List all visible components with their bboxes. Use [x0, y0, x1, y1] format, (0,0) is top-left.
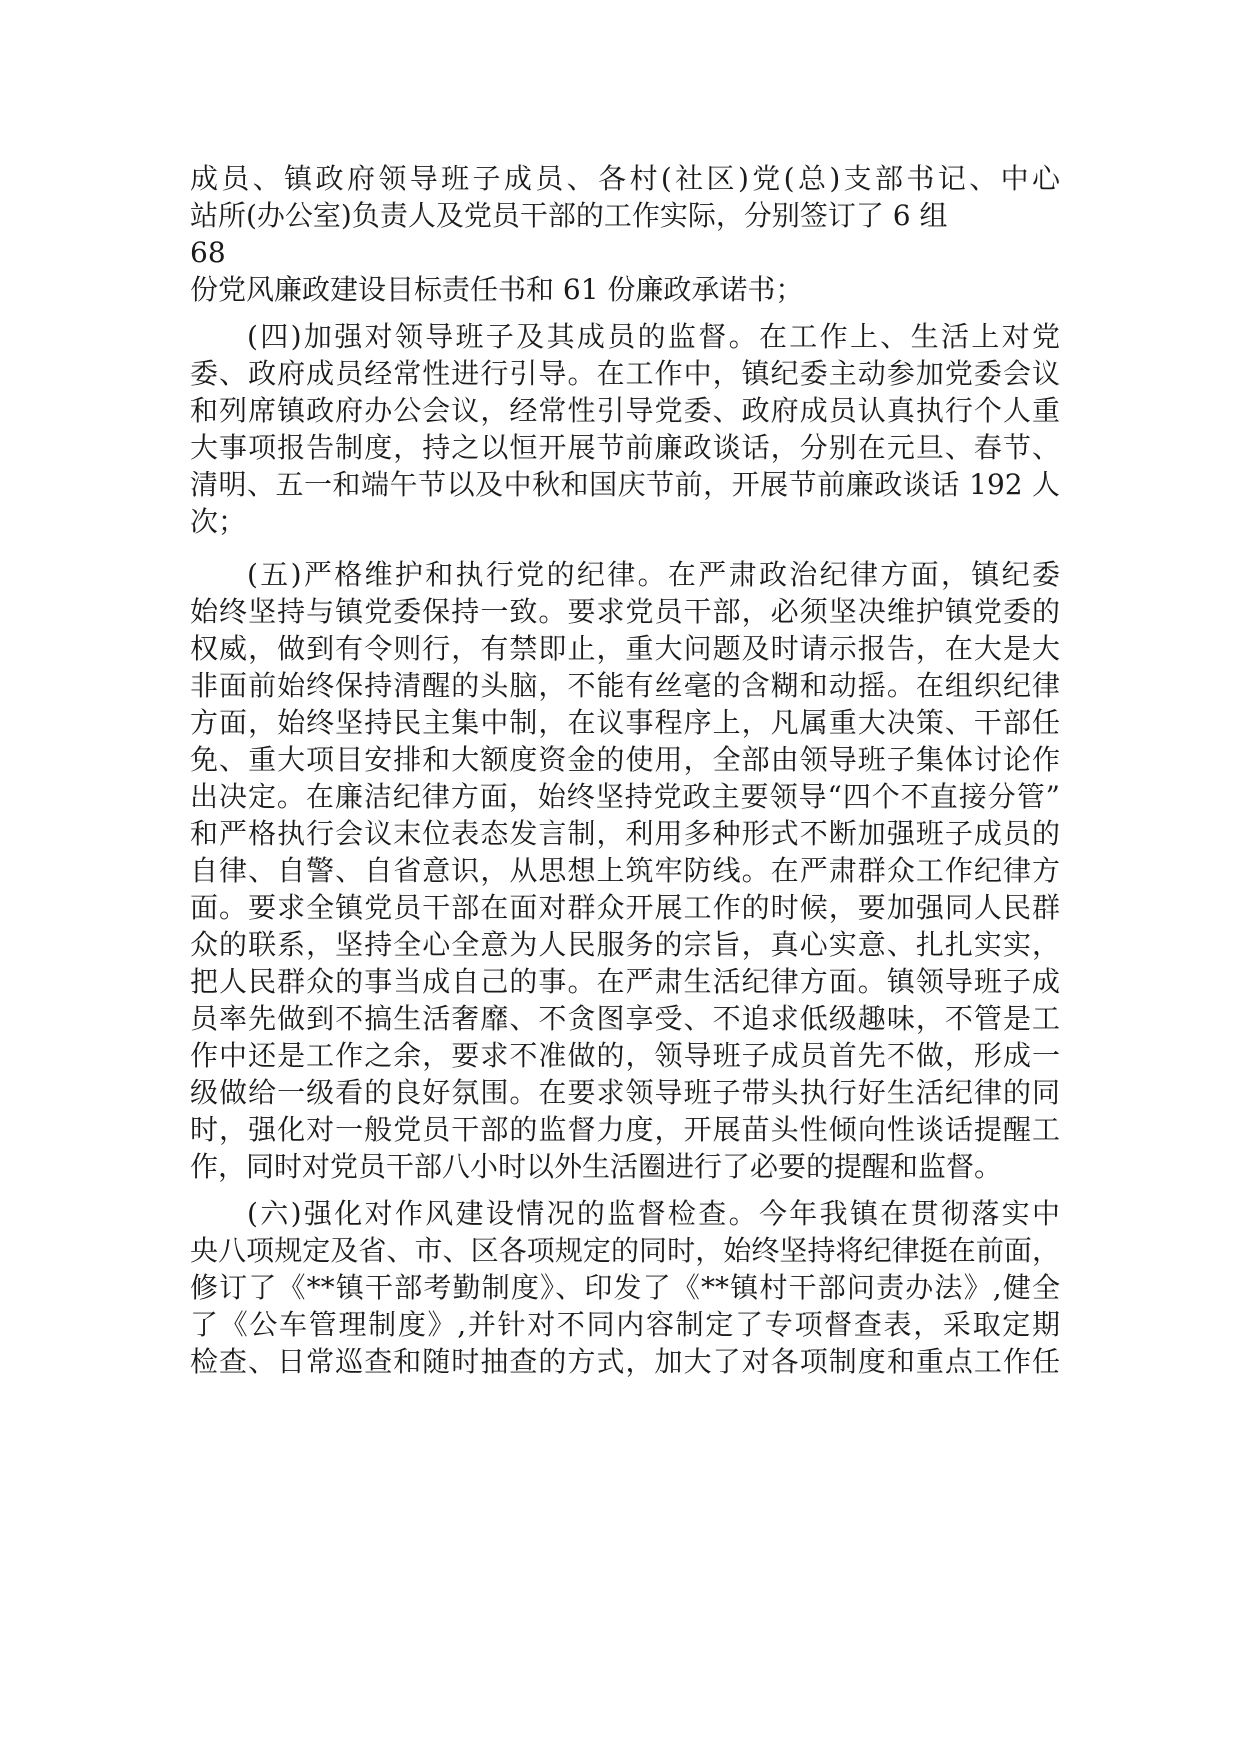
text-line: 和严格执行会议末位表态发言制，利用多种形式不断加强班子成员的	[190, 817, 1060, 850]
text-line: 员率先做到不搞生活奢靡、不贪图享受、不追求低级趣味，不管是工	[190, 1002, 1060, 1035]
text-line: 众的联系，坚持全心全意为人民服务的宗旨，真心实意、扎扎实实，	[190, 928, 1060, 961]
text-line: 站所(办公室)负责人及党员干部的工作实际，分别签订了 6 组	[190, 199, 948, 232]
text-line: 68	[190, 236, 226, 269]
text-line: 大事项报告制度，持之以恒开展节前廉政谈话，分别在元旦、春节、	[190, 431, 1060, 464]
text-line: 面。要求全镇党员干部在面对群众开展工作的时候，要加强同人民群	[190, 891, 1060, 924]
text-line: 自律、自警、自省意识，从思想上筑牢防线。在严肃群众工作纪律方	[190, 854, 1060, 887]
text-line: 级做给一级看的良好氛围。在要求领导班子带头执行好生活纪律的同	[190, 1076, 1060, 1109]
text-line: 成员、镇政府领导班子成员、各村(社区)党(总)支部书记、中心	[190, 162, 1060, 195]
text-line: 委、政府成员经常性进行引导。在工作中，镇纪委主动参加党委会议	[190, 357, 1060, 390]
text-line: 和列席镇政府办公会议，经常性引导党委、政府成员认真执行个人重	[190, 394, 1060, 427]
paragraph-section-6	[190, 1195, 1060, 1380]
text-line: 份党风廉政建设目标责任书和 61 份廉政承诺书；	[190, 273, 804, 306]
text-line: 修订了《**镇干部考勤制度》、印发了《**镇村干部问责办法》,健全	[190, 1271, 1060, 1304]
paragraph-continued	[190, 160, 1060, 308]
text-line: 检查、日常巡查和随时抽查的方式，加大了对各项制度和重点工作任	[190, 1345, 1060, 1378]
document-body	[190, 160, 1060, 1380]
text-line: (六)强化对作风建设情况的监督检查。今年我镇在贯彻落实中	[247, 1197, 1060, 1230]
paragraph-section-4	[190, 318, 1060, 540]
text-line: 作，同时对党员干部八小时以外生活圈进行了必要的提醒和监督。	[190, 1150, 1003, 1183]
text-line: 次；	[190, 505, 247, 538]
text-line: (四)加强对领导班子及其成员的监督。在工作上、生活上对党	[247, 320, 1060, 353]
text-line: 时，强化对一般党员干部的监督力度，开展苗头性倾向性谈话提醒工	[190, 1113, 1060, 1146]
text-line: 把人民群众的事当成自己的事。在严肃生活纪律方面。镇领导班子成	[190, 965, 1060, 998]
text-line: 央八项规定及省、市、区各项规定的同时，始终坚持将纪律挺在前面，	[190, 1234, 1060, 1267]
text-line: 作中还是工作之余，要求不准做的，领导班子成员首先不做，形成一	[190, 1039, 1060, 1072]
text-line: 出决定。在廉洁纪律方面，始终坚持党政主要领导“四个不直接分管”	[190, 780, 1060, 813]
text-line: 方面，始终坚持民主集中制，在议事程序上，凡属重大决策、干部任	[190, 706, 1060, 739]
text-line: (五)严格维护和执行党的纪律。在严肃政治纪律方面，镇纪委	[247, 558, 1060, 591]
text-line: 始终坚持与镇党委保持一致。要求党员干部，必须坚决维护镇党委的	[190, 595, 1060, 628]
text-line: 免、重大项目安排和大额度资金的使用，全部由领导班子集体讨论作	[190, 743, 1060, 776]
text-line: 权威，做到有令则行，有禁即止，重大问题及时请示报告，在大是大	[190, 632, 1060, 665]
paragraph-section-5	[190, 556, 1060, 1185]
text-line: 了《公车管理制度》,并针对不同内容制定了专项督查表，采取定期	[190, 1308, 1060, 1341]
text-line: 清明、五一和端午节以及中秋和国庆节前，开展节前廉政谈话 192 人	[190, 468, 1060, 501]
text-line: 非面前始终保持清醒的头脑，不能有丝毫的含糊和动摇。在组织纪律	[190, 669, 1060, 702]
